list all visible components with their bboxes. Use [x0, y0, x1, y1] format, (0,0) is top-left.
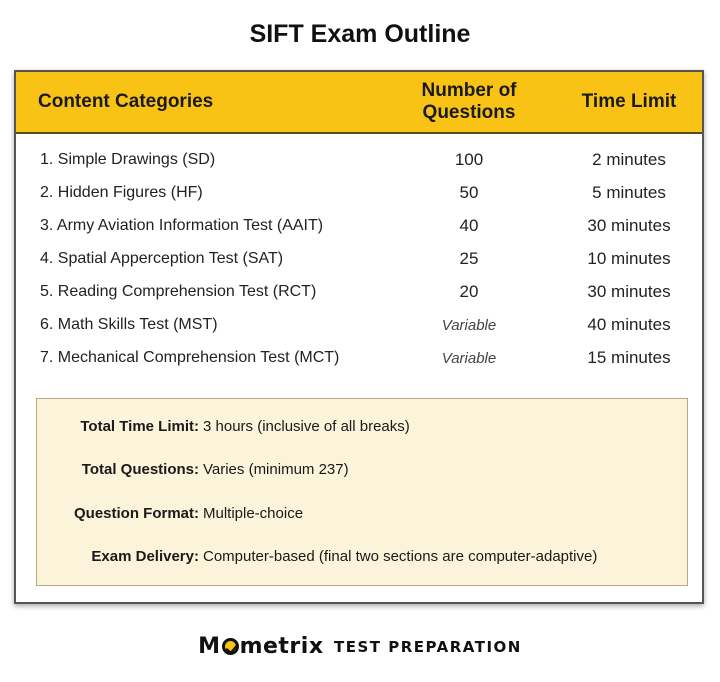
- summary-value: Multiple-choice: [203, 505, 304, 522]
- row-time-limit: 5 minutes: [592, 183, 666, 202]
- header-time-limit: Time Limit: [581, 91, 677, 112]
- row-time-limit: 40 minutes: [587, 315, 671, 334]
- row-time-limit: 2 minutes: [592, 150, 666, 169]
- row-time-limit: 30 minutes: [587, 282, 671, 301]
- summary-row-total-time: [37, 415, 689, 439]
- table-row: [16, 179, 702, 212]
- table-header: [16, 72, 702, 134]
- table-row: [16, 311, 702, 344]
- table-row: [16, 212, 702, 245]
- row-time-limit: 15 minutes: [587, 348, 671, 367]
- brand-tagline: TEST PREPARATION: [333, 637, 522, 656]
- row-questions: Variable: [441, 350, 497, 367]
- exam-outline-card: [14, 70, 704, 604]
- summary-value: 3 hours (inclusive of all breaks): [203, 418, 410, 435]
- summary-value: Varies (minimum 237): [203, 461, 349, 478]
- row-category: 1. Simple Drawings (SD): [40, 151, 216, 168]
- summary-value: Computer-based (final two sections are computer-adaptive): [203, 548, 598, 565]
- row-category: 3. Army Aviation Information Test (AAIT): [40, 217, 324, 234]
- checkmark-circle-icon: [222, 638, 239, 655]
- row-category: 4. Spatial Apperception Test (SAT): [40, 250, 284, 267]
- header-content-categories: Content Categories: [38, 91, 214, 112]
- row-category: 7. Mechanical Comprehension Test (MCT): [40, 349, 340, 366]
- header-number-of-questions: [386, 80, 552, 124]
- exam-summary-box: [36, 398, 688, 586]
- table-row: [16, 146, 702, 179]
- row-questions: 20: [459, 282, 479, 301]
- brand-prefix: M: [198, 634, 221, 659]
- row-category: 5. Reading Comprehension Test (RCT): [40, 283, 317, 300]
- row-category: 2. Hidden Figures (HF): [40, 184, 203, 201]
- row-questions: 25: [459, 249, 479, 268]
- row-questions: 100: [454, 150, 484, 169]
- row-questions: 40: [459, 216, 479, 235]
- table-row: [16, 245, 702, 278]
- summary-label: Total Time Limit:: [80, 418, 199, 435]
- table-row: [16, 344, 702, 377]
- header-questions-line2: Questions: [422, 102, 516, 123]
- footer-logo: [0, 634, 720, 659]
- row-time-limit: 30 minutes: [587, 216, 671, 235]
- row-questions: 50: [459, 183, 479, 202]
- table-row: [16, 278, 702, 311]
- row-questions: Variable: [441, 317, 497, 334]
- summary-row-exam-delivery: [37, 545, 689, 569]
- summary-label: Total Questions:: [81, 461, 199, 478]
- summary-label: Question Format:: [73, 505, 199, 522]
- summary-row-question-format: [37, 502, 689, 526]
- row-category: 6. Math Skills Test (MST): [40, 316, 218, 333]
- brand-logo: [198, 634, 323, 659]
- page-title: SIFT Exam Outline: [249, 20, 471, 48]
- summary-row-total-questions: [37, 458, 689, 482]
- table-body: [16, 146, 702, 377]
- header-questions-line1: Number of: [421, 80, 517, 101]
- brand-suffix: metrix: [239, 634, 324, 659]
- row-time-limit: 10 minutes: [587, 249, 671, 268]
- summary-label: Exam Delivery:: [91, 548, 199, 565]
